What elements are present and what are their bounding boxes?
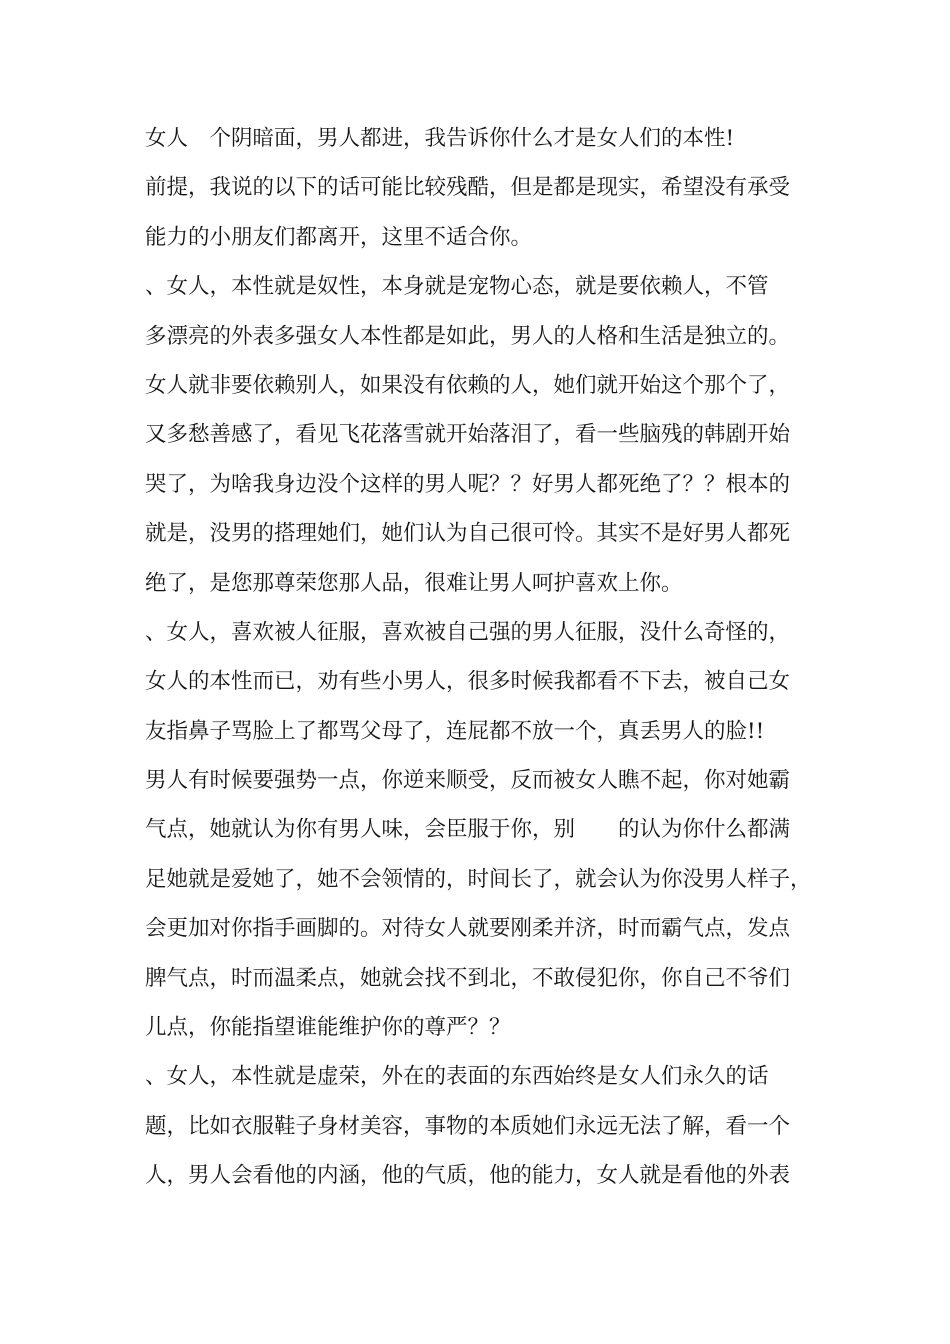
text-line: 儿点，你能指望谁能维护你的尊严？？ (145, 1015, 511, 1041)
text-line: 脾气点，时而温柔点，她就会找不到北，不敢侵犯你，你自己不爷们 (145, 965, 791, 991)
text-line: 就是，没男的搭理她们，她们认为自己很可怜。其实不是好男人都死 (145, 521, 791, 547)
text-line: 女人 个阴暗面，男人都进，我告诉你什么才是女人们的本性! (145, 126, 735, 151)
text-line: 前提，我说的以下的话可能比较残酷，但是都是现实，希望没有承受 (145, 175, 791, 201)
text-line: 能力的小朋友们都离开，这里不适合你。 (145, 224, 533, 250)
text-line: 女人就非要依赖别人，如果没有依赖的人，她们就开始这个那个了， (145, 372, 791, 398)
text-line: 人，男人会看他的内涵，他的气质，他的能力，女人就是看他的外表 (145, 1163, 791, 1189)
text-line: 气点，她就认为你有男人味，会臣服于你，别 的认为你什么都满 (145, 817, 791, 843)
text-line: 友指鼻子骂脸上了都骂父母了，连屁都不放一个，真丢男人的脸!! (145, 718, 765, 744)
text-line: 、女人，本性就是奴性，本身就是宠物心态，就是要依赖人，不管 (145, 274, 769, 300)
text-line: 女人的本性而已，劝有些小男人，很多时候我都看不下去，被自己女 (145, 669, 791, 695)
text-line: 、女人，喜欢被人征服，喜欢被自己强的男人征服，没什么奇怪的， (145, 619, 791, 645)
text-line: 、女人，本性就是虚荣，外在的表面的东西始终是女人们永久的话 (145, 1064, 769, 1090)
text-line: 多漂亮的外表多强女人本性都是如此，男人的人格和生活是独立的。 (145, 323, 791, 349)
text-line: 男人有时候要强势一点，你逆来顺受，反而被女人瞧不起，你对她霸 (145, 768, 791, 794)
text-line: 绝了，是您那尊荣您那人品，很难让男人呵护喜欢上你。 (145, 570, 683, 596)
text-line: 哭了，为啥我身边没个这样的男人呢？？好男人都死绝了？？根本的 (145, 471, 791, 497)
text-line: 会更加对你指手画脚的。对待女人就要刚柔并济，时而霸气点，发点 (145, 916, 791, 942)
text-line: 足她就是爱她了，她不会领情的，时间长了，就会认为你没男人样子， (145, 866, 812, 892)
body-text (145, 114, 815, 1201)
text-line: 题，比如衣服鞋子身材美容，事物的本质她们永远无法了解，看一个 (145, 1113, 791, 1139)
text-line: 又多愁善感了，看见飞花落雪就开始落泪了，看一些脑残的韩剧开始 (145, 422, 791, 448)
